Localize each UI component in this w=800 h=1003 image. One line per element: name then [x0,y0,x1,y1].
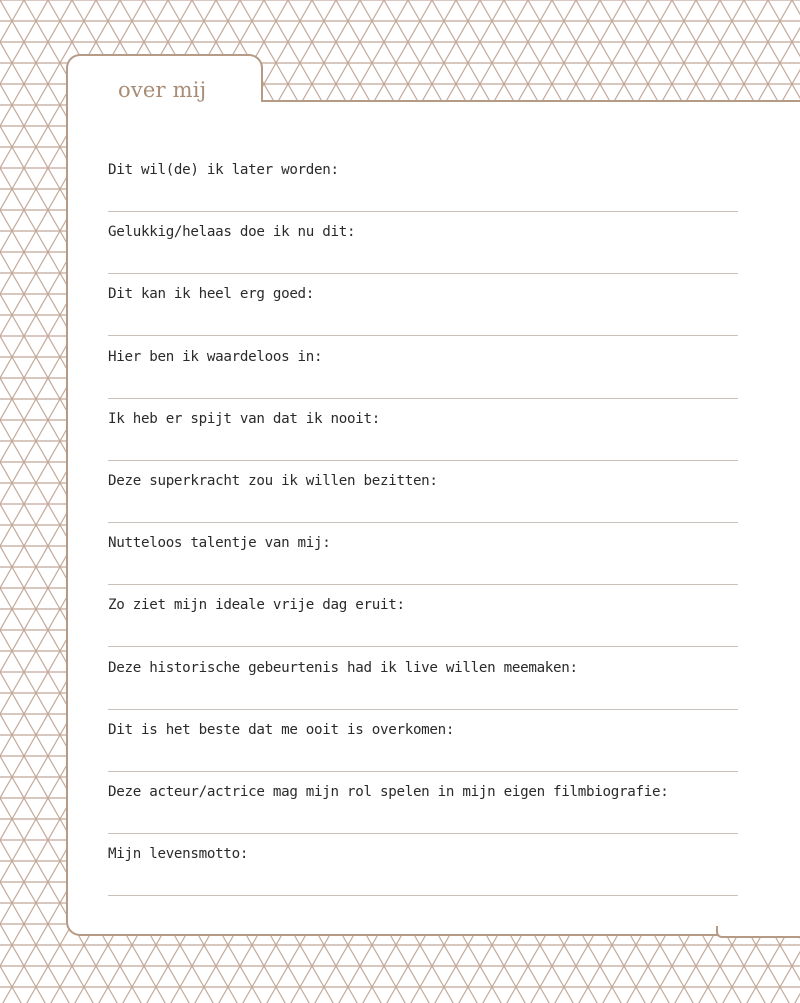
answer-line[interactable] [108,895,738,896]
tab-joint [68,102,800,106]
prompt-item [108,533,738,595]
answer-line[interactable] [108,771,738,772]
prompt-label: Ik heb er spijt van dat ik nooit: [108,410,380,427]
prompt-item [108,471,738,533]
answer-line[interactable] [108,522,738,523]
prompt-label: Deze historische gebeurtenis had ik live willen meemaken: [108,659,578,676]
answer-line[interactable] [108,211,738,212]
answer-line[interactable] [108,335,738,336]
prompt-label: Nutteloos talentje van mij: [108,535,331,552]
answer-line[interactable] [108,398,738,399]
prompt-item [108,347,738,409]
prompt-label: Gelukkig/helaas doe ik nu dit: [108,224,356,241]
prompt-item [108,284,738,346]
answer-line[interactable] [108,460,738,461]
answer-line[interactable] [108,584,738,585]
prompt-label: Dit is het beste dat me ooit is overkomen: [108,721,455,738]
prompt-label: Hier ben ik waardeloos in: [108,348,323,365]
answer-line[interactable] [108,646,738,647]
prompt-item [108,658,738,720]
page-title: over mij [118,78,207,102]
prompt-list [108,160,738,906]
prompt-item [108,782,738,844]
prompt-label: Dit wil(de) ik later worden: [108,162,339,178]
prompt-item [108,595,738,657]
answer-line[interactable] [108,833,738,834]
prompt-label: Mijn levensmotto: [108,846,249,863]
prompt-item [108,222,738,284]
prompt-label: Zo ziet mijn ideale vrije dag eruit: [108,597,405,614]
answer-line[interactable] [108,709,738,710]
prompt-item [108,160,738,222]
answer-line[interactable] [108,273,738,274]
prompt-label: Deze acteur/actrice mag mijn rol spelen in mijn eigen filmbiografie: [108,783,669,800]
prompt-item [108,409,738,471]
card-bottom-flap [716,926,800,938]
prompt-label: Dit kan ik heel erg goed: [108,286,315,303]
prompt-label: Deze superkracht zou ik willen bezitten: [108,472,438,489]
prompt-item [108,844,738,906]
prompt-item [108,720,738,782]
